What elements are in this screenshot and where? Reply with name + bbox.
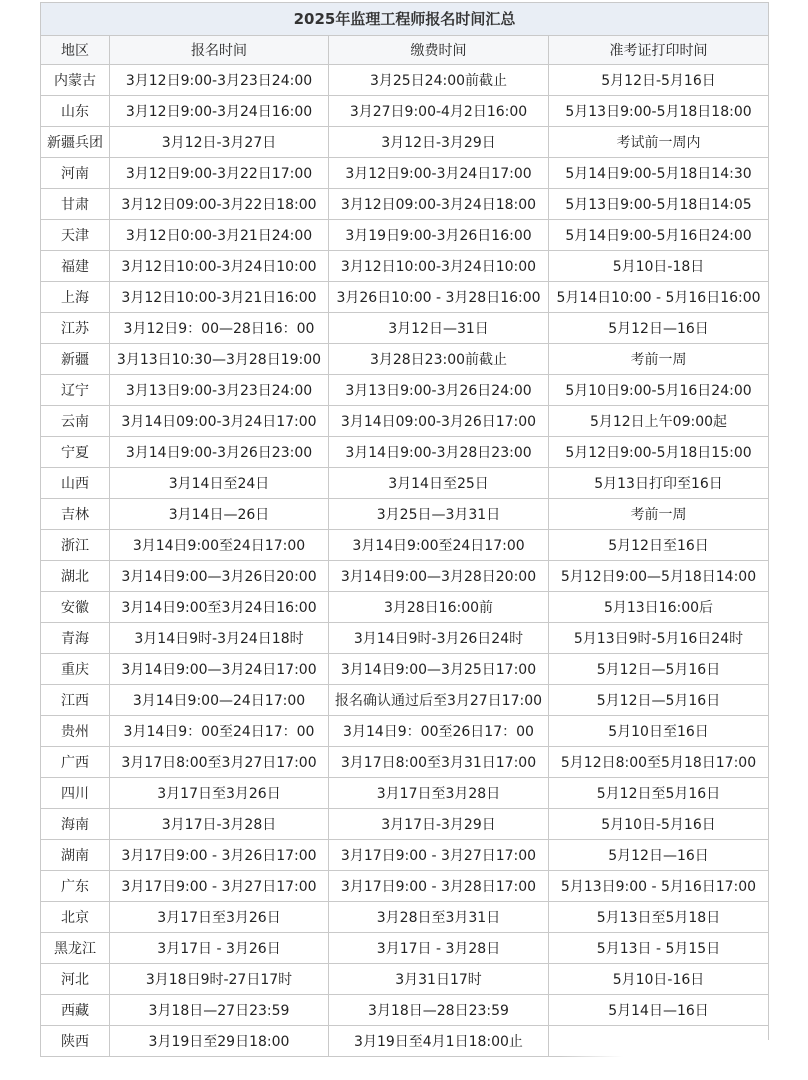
cell-payment-time: 3月17日9:00 - 3月28日17:00 bbox=[329, 871, 549, 902]
cell-admission-ticket-time: 5月13日16:00后 bbox=[549, 592, 769, 623]
table-row bbox=[41, 158, 769, 189]
cell-region: 云南 bbox=[41, 406, 110, 437]
cell-registration-time: 3月12日0:00-3月21日24:00 bbox=[110, 220, 329, 251]
cell-region: 重庆 bbox=[41, 654, 110, 685]
cell-payment-time: 3月14日9:00—3月28日20:00 bbox=[329, 561, 549, 592]
cell-registration-time: 3月17日至3月26日 bbox=[110, 778, 329, 809]
cell-registration-time: 3月18日—27日23:59 bbox=[110, 995, 329, 1026]
table-row bbox=[41, 871, 769, 902]
cell-payment-time: 3月28日至3月31日 bbox=[329, 902, 549, 933]
cell-region: 浙江 bbox=[41, 530, 110, 561]
cell-registration-time: 3月14日9:00至24日17:00 bbox=[110, 530, 329, 561]
cell-region: 广东 bbox=[41, 871, 110, 902]
table-row bbox=[41, 561, 769, 592]
cell-region: 湖南 bbox=[41, 840, 110, 871]
header-row bbox=[41, 36, 769, 65]
table-row bbox=[41, 344, 769, 375]
table-row bbox=[41, 65, 769, 96]
table-row bbox=[41, 716, 769, 747]
cell-admission-ticket-time: 5月12日9:00—5月18日14:00 bbox=[549, 561, 769, 592]
cell-payment-time: 3月31日17时 bbox=[329, 964, 549, 995]
cell-payment-time: 3月14日9时-3月26日24时 bbox=[329, 623, 549, 654]
cell-registration-time: 3月14日—26日 bbox=[110, 499, 329, 530]
cell-payment-time: 3月17日9:00 - 3月27日17:00 bbox=[329, 840, 549, 871]
cell-region: 陕西 bbox=[41, 1026, 110, 1057]
cell-admission-ticket-time: 5月10日至16日 bbox=[549, 716, 769, 747]
table-row bbox=[41, 654, 769, 685]
cell-region: 四川 bbox=[41, 778, 110, 809]
cell-region: 甘肃 bbox=[41, 189, 110, 220]
cell-admission-ticket-time: 5月13日9:00 - 5月16日17:00 bbox=[549, 871, 769, 902]
cell-payment-time: 3月19日至4月1日18:00止 bbox=[329, 1026, 549, 1057]
cell-region: 新疆 bbox=[41, 344, 110, 375]
cell-admission-ticket-time: 5月10日9:00-5月16日24:00 bbox=[549, 375, 769, 406]
cell-region: 贵州 bbox=[41, 716, 110, 747]
cell-admission-ticket-time: 5月12日—16日 bbox=[549, 840, 769, 871]
cell-payment-time: 3月25日24:00前截止 bbox=[329, 65, 549, 96]
cell-payment-time: 3月12日10:00-3月24日10:00 bbox=[329, 251, 549, 282]
header-region: 地区 bbox=[41, 36, 110, 65]
table-row bbox=[41, 995, 769, 1026]
cell-region: 西藏 bbox=[41, 995, 110, 1026]
cell-registration-time: 3月14日9:00—24日17:00 bbox=[110, 685, 329, 716]
cell-registration-time: 3月14日9:00—3月24日17:00 bbox=[110, 654, 329, 685]
watermark-fade bbox=[560, 1040, 770, 1080]
cell-registration-time: 3月14日9:00-3月26日23:00 bbox=[110, 437, 329, 468]
cell-payment-time: 3月12日-3月29日 bbox=[329, 127, 549, 158]
header-registration-time: 报名时间 bbox=[110, 36, 329, 65]
cell-registration-time: 3月14日9：00至24日17：00 bbox=[110, 716, 329, 747]
cell-registration-time: 3月13日9:00-3月23日24:00 bbox=[110, 375, 329, 406]
cell-registration-time: 3月17日9:00 - 3月27日17:00 bbox=[110, 871, 329, 902]
schedule-table bbox=[40, 2, 769, 1057]
cell-registration-time: 3月14日9时-3月24日18时 bbox=[110, 623, 329, 654]
cell-payment-time: 3月26日10:00 - 3月28日16:00 bbox=[329, 282, 549, 313]
cell-region: 海南 bbox=[41, 809, 110, 840]
table-row bbox=[41, 530, 769, 561]
cell-registration-time: 3月12日-3月27日 bbox=[110, 127, 329, 158]
cell-region: 天津 bbox=[41, 220, 110, 251]
cell-payment-time: 3月13日9:00-3月26日24:00 bbox=[329, 375, 549, 406]
cell-admission-ticket-time: 5月13日打印至16日 bbox=[549, 468, 769, 499]
cell-payment-time: 3月14日至25日 bbox=[329, 468, 549, 499]
table-row bbox=[41, 220, 769, 251]
cell-registration-time: 3月12日9:00-3月24日16:00 bbox=[110, 96, 329, 127]
cell-registration-time: 3月19日至29日18:00 bbox=[110, 1026, 329, 1057]
cell-admission-ticket-time: 5月13日9:00-5月18日14:05 bbox=[549, 189, 769, 220]
cell-admission-ticket-time: 5月14日9:00-5月16日24:00 bbox=[549, 220, 769, 251]
cell-region: 吉林 bbox=[41, 499, 110, 530]
cell-admission-ticket-time: 5月14日10:00 - 5月16日16:00 bbox=[549, 282, 769, 313]
table-row bbox=[41, 778, 769, 809]
cell-payment-time: 3月14日9:00—3月25日17:00 bbox=[329, 654, 549, 685]
cell-region: 北京 bbox=[41, 902, 110, 933]
cell-region: 安徽 bbox=[41, 592, 110, 623]
table-row bbox=[41, 902, 769, 933]
cell-payment-time: 3月17日至3月28日 bbox=[329, 778, 549, 809]
cell-payment-time: 3月14日09:00-3月26日17:00 bbox=[329, 406, 549, 437]
cell-payment-time: 3月12日—31日 bbox=[329, 313, 549, 344]
cell-payment-time: 3月12日09:00-3月24日18:00 bbox=[329, 189, 549, 220]
cell-payment-time: 3月14日9：00至26日17：00 bbox=[329, 716, 549, 747]
cell-admission-ticket-time: 5月13日至5月18日 bbox=[549, 902, 769, 933]
cell-registration-time: 3月17日 - 3月26日 bbox=[110, 933, 329, 964]
cell-admission-ticket-time: 5月12日8:00至5月18日17:00 bbox=[549, 747, 769, 778]
cell-registration-time: 3月17日8:00至3月27日17:00 bbox=[110, 747, 329, 778]
cell-region: 内蒙古 bbox=[41, 65, 110, 96]
table-row bbox=[41, 840, 769, 871]
table-title: 2025年监理工程师报名时间汇总 bbox=[40, 2, 769, 35]
cell-admission-ticket-time: 5月13日9:00-5月18日18:00 bbox=[549, 96, 769, 127]
table-row bbox=[41, 499, 769, 530]
schedule-table-wrapper bbox=[40, 2, 768, 1057]
cell-registration-time: 3月14日09:00-3月24日17:00 bbox=[110, 406, 329, 437]
cell-registration-time: 3月12日10:00-3月21日16:00 bbox=[110, 282, 329, 313]
cell-registration-time: 3月13日10:30—3月28日19:00 bbox=[110, 344, 329, 375]
cell-registration-time: 3月12日9:00-3月22日17:00 bbox=[110, 158, 329, 189]
cell-region: 新疆兵团 bbox=[41, 127, 110, 158]
cell-payment-time: 3月25日—3月31日 bbox=[329, 499, 549, 530]
cell-registration-time: 3月14日至24日 bbox=[110, 468, 329, 499]
cell-region: 江西 bbox=[41, 685, 110, 716]
cell-admission-ticket-time: 5月13日9时-5月16日24时 bbox=[549, 623, 769, 654]
cell-registration-time: 3月17日9:00 - 3月26日17:00 bbox=[110, 840, 329, 871]
cell-region: 山东 bbox=[41, 96, 110, 127]
cell-admission-ticket-time: 考前一周 bbox=[549, 344, 769, 375]
cell-payment-time: 3月18日—28日23:59 bbox=[329, 995, 549, 1026]
cell-admission-ticket-time: 5月12日9:00-5月18日15:00 bbox=[549, 437, 769, 468]
cell-payment-time: 3月27日9:00-4月2日16:00 bbox=[329, 96, 549, 127]
cell-admission-ticket-time: 5月10日-16日 bbox=[549, 964, 769, 995]
cell-registration-time: 3月17日至3月26日 bbox=[110, 902, 329, 933]
cell-admission-ticket-time: 5月12日-5月16日 bbox=[549, 65, 769, 96]
cell-admission-ticket-time: 5月14日—16日 bbox=[549, 995, 769, 1026]
table-body bbox=[41, 65, 769, 1057]
table-row bbox=[41, 592, 769, 623]
cell-registration-time: 3月12日9：00—28日16：00 bbox=[110, 313, 329, 344]
cell-registration-time: 3月12日10:00-3月24日10:00 bbox=[110, 251, 329, 282]
table-row bbox=[41, 127, 769, 158]
cell-region: 福建 bbox=[41, 251, 110, 282]
cell-region: 江苏 bbox=[41, 313, 110, 344]
cell-payment-time: 3月17日-3月29日 bbox=[329, 809, 549, 840]
cell-payment-time: 3月12日9:00-3月24日17:00 bbox=[329, 158, 549, 189]
cell-admission-ticket-time: 考前一周 bbox=[549, 499, 769, 530]
table-row bbox=[41, 964, 769, 995]
cell-region: 河南 bbox=[41, 158, 110, 189]
cell-admission-ticket-time: 5月12日—5月16日 bbox=[549, 685, 769, 716]
cell-admission-ticket-time: 5月10日-5月16日 bbox=[549, 809, 769, 840]
cell-payment-time: 3月17日 - 3月28日 bbox=[329, 933, 549, 964]
header-payment-time: 缴费时间 bbox=[329, 36, 549, 65]
table-row bbox=[41, 747, 769, 778]
table-row bbox=[41, 685, 769, 716]
cell-registration-time: 3月14日9:00—3月26日20:00 bbox=[110, 561, 329, 592]
table-row bbox=[41, 437, 769, 468]
cell-region: 山西 bbox=[41, 468, 110, 499]
cell-admission-ticket-time: 5月12日—5月16日 bbox=[549, 654, 769, 685]
cell-admission-ticket-time: 考试前一周内 bbox=[549, 127, 769, 158]
cell-payment-time: 3月19日9:00-3月26日16:00 bbox=[329, 220, 549, 251]
header-admission-ticket-time: 准考证打印时间 bbox=[549, 36, 769, 65]
cell-region: 河北 bbox=[41, 964, 110, 995]
cell-payment-time: 3月17日8:00至3月31日17:00 bbox=[329, 747, 549, 778]
cell-region: 上海 bbox=[41, 282, 110, 313]
cell-region: 湖北 bbox=[41, 561, 110, 592]
cell-registration-time: 3月17日-3月28日 bbox=[110, 809, 329, 840]
cell-region: 辽宁 bbox=[41, 375, 110, 406]
cell-payment-time: 3月28日23:00前截止 bbox=[329, 344, 549, 375]
table-row bbox=[41, 375, 769, 406]
table-row bbox=[41, 282, 769, 313]
cell-admission-ticket-time: 5月12日至16日 bbox=[549, 530, 769, 561]
table-row bbox=[41, 189, 769, 220]
table-row bbox=[41, 251, 769, 282]
cell-registration-time: 3月12日9:00-3月23日24:00 bbox=[110, 65, 329, 96]
cell-payment-time: 3月14日9:00-3月28日23:00 bbox=[329, 437, 549, 468]
cell-admission-ticket-time: 5月14日9:00-5月18日14:30 bbox=[549, 158, 769, 189]
cell-region: 宁夏 bbox=[41, 437, 110, 468]
table-row bbox=[41, 313, 769, 344]
cell-registration-time: 3月12日09:00-3月22日18:00 bbox=[110, 189, 329, 220]
cell-payment-time: 3月28日16:00前 bbox=[329, 592, 549, 623]
cell-admission-ticket-time: 5月12日至5月16日 bbox=[549, 778, 769, 809]
cell-admission-ticket-time: 5月13日 - 5月15日 bbox=[549, 933, 769, 964]
cell-region: 广西 bbox=[41, 747, 110, 778]
table-row bbox=[41, 933, 769, 964]
cell-region: 青海 bbox=[41, 623, 110, 654]
cell-region: 黑龙江 bbox=[41, 933, 110, 964]
cell-registration-time: 3月18日9时-27日17时 bbox=[110, 964, 329, 995]
table-row bbox=[41, 96, 769, 127]
cell-registration-time: 3月14日9:00至3月24日16:00 bbox=[110, 592, 329, 623]
cell-payment-time: 3月14日9:00至24日17:00 bbox=[329, 530, 549, 561]
cell-admission-ticket-time: 5月12日—16日 bbox=[549, 313, 769, 344]
cell-payment-time: 报名确认通过后至3月27日17:00 bbox=[329, 685, 549, 716]
cell-admission-ticket-time: 5月10日-18日 bbox=[549, 251, 769, 282]
table-row bbox=[41, 406, 769, 437]
table-row bbox=[41, 623, 769, 654]
cell-admission-ticket-time: 5月12日上午09:00起 bbox=[549, 406, 769, 437]
table-row bbox=[41, 468, 769, 499]
table-row bbox=[41, 809, 769, 840]
